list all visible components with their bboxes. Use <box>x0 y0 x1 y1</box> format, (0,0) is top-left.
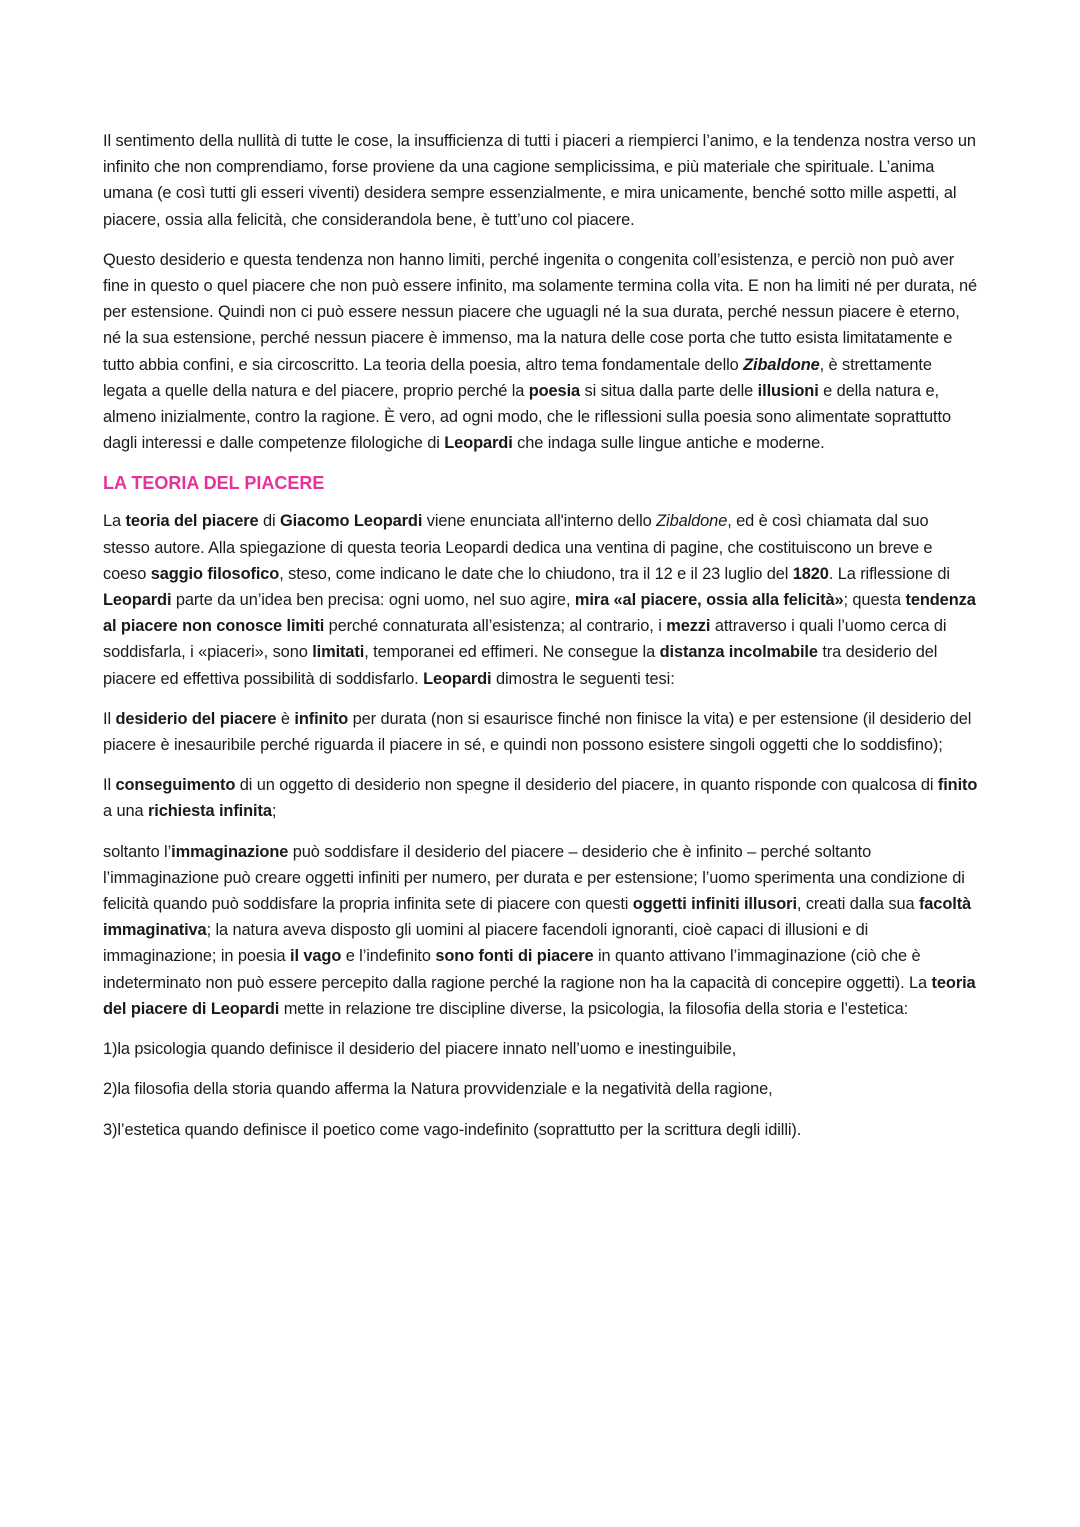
section-heading: LA TEORIA DEL PIACERE <box>103 473 325 494</box>
document-body <box>103 128 979 1157</box>
list-item-1: 1)la psicologia quando definisce il desiderio del piacere innato nell’uomo e inestinguibile, <box>103 1040 737 1059</box>
list-item-3: 3)l’estetica quando definisce il poetico come vago-indefinito (soprattutto per la scrittura degli idilli). <box>103 1120 802 1139</box>
paragraph-2: Questo desiderio e questa tendenza non hanno limiti, perché ingenita o congenita coll’esistenza, e perciò non può aver fine in questo o quel piacere che non può essere infinito, ma solamente termina colla vita. E non ha limiti né per durata, né per estensione. Quindi non ci può essere nessun piacere che uguagli né la sua durata, perché nessun piacere è eterno, né la sua estensione, perché nessun piacere è immenso, ma la natura delle cose porta che tutto esista limitatamente e tutto abbia confini, e sia circoscritto. La teoria della poesia, altro tema fondamentale dello Zibaldone, è strettamente legata a quelle della natura e del piacere, proprio perché la poesia si situa dalla parte delle illusioni e della natura e, almeno inizialmente, contro la ragione. È vero, ad ogni modo, che le riflessioni sulla poesia sono alimentate soprattutto dagli interessi e dalle competenze filologiche di Leopardi che indaga sulle lingue antiche e moderne. <box>103 250 978 453</box>
paragraph-1: Il sentimento della nullità di tutte le cose, la insufficienza di tutti i piaceri a riempierci l’animo, e la tendenza nostra verso un infinito che non comprendiamo, forse proviene da una cagione semplicissima, e più materiale che spirituale. L’anima umana (e così tutti gli esseri viventi) desidera sempre essenzialmente, e mira unicamente, benché sotto mille aspetti, al piacere, ossia alla felicità, che considerandola bene, è tutt’uno col piacere. <box>103 132 976 229</box>
paragraph-3: La teoria del piacere di Giacomo Leopardi viene enunciata all'interno dello Zibaldone, ed è così chiamata dal suo stesso autore. Alla spiegazione di questa teoria Leopardi dedica una ventina di pagine, che costituiscono un breve e coeso saggio filosofico, steso, come indicano le date che lo chiudono, tra il 12 e il 23 luglio del 1820. La riflessione di Leopardi parte da un’idea ben precisa: ogni uomo, nel suo agire, mira «al piacere, ossia alla felicità»; questa tendenza al piacere non conosce limiti perché connaturata all’esistenza; al contrario, i mezzi attraverso i quali l’uomo cerca di soddisfarla, i «piaceri», sono limitati, temporanei ed effimeri. Ne consegue la distanza incolmabile tra desiderio del piacere ed effettiva possibilità di soddisfarlo. Leopardi dimostra le seguenti tesi: <box>103 512 976 688</box>
zibaldone-title: Zibaldone <box>743 355 820 374</box>
paragraph-4: Il desiderio del piacere è infinito per durata (non si esaurisce finché non finisce la vita) e per estensione (il desiderio del piacere è inesauribile perché riguarda il piacere in sé, e quindi non possono esistere singoli oggetti che lo soddisfino); <box>103 709 972 755</box>
list-item-2: 2)la filosofia della storia quando afferma la Natura provvidenziale e la negatività della ragione, <box>103 1080 773 1099</box>
paragraph-5: Il conseguimento di un oggetto di desiderio non spegne il desiderio del piacere, in quanto risponde con qualcosa di finito a una richiesta infinita; <box>103 776 978 821</box>
paragraph-6: soltanto l’immaginazione può soddisfare il desiderio del piacere – desiderio che è infinito – perché soltanto l’immaginazione può creare oggetti infiniti per numero, per durata e per estensione; l’uomo sperimenta una condizione di felicità quando può soddisfare la propria infinita sete di piacere con questi oggetti infiniti illusori, creati dalla sua facoltà immaginativa; la natura aveva disposto gli uomini al piacere facendoli ignoranti, cioè capaci di illusioni e di immaginazione; in poesia il vago e l’indefinito sono fonti di piacere in quanto attivano l’immaginazione (ciò che è indeterminato non può essere percepito dalla ragione perché la ragione non ha la capacità di concepire oggetti). La teoria del piacere di Leopardi mette in relazione tre discipline diverse, la psicologia, la filosofia della storia e l’estetica: <box>103 842 976 1018</box>
